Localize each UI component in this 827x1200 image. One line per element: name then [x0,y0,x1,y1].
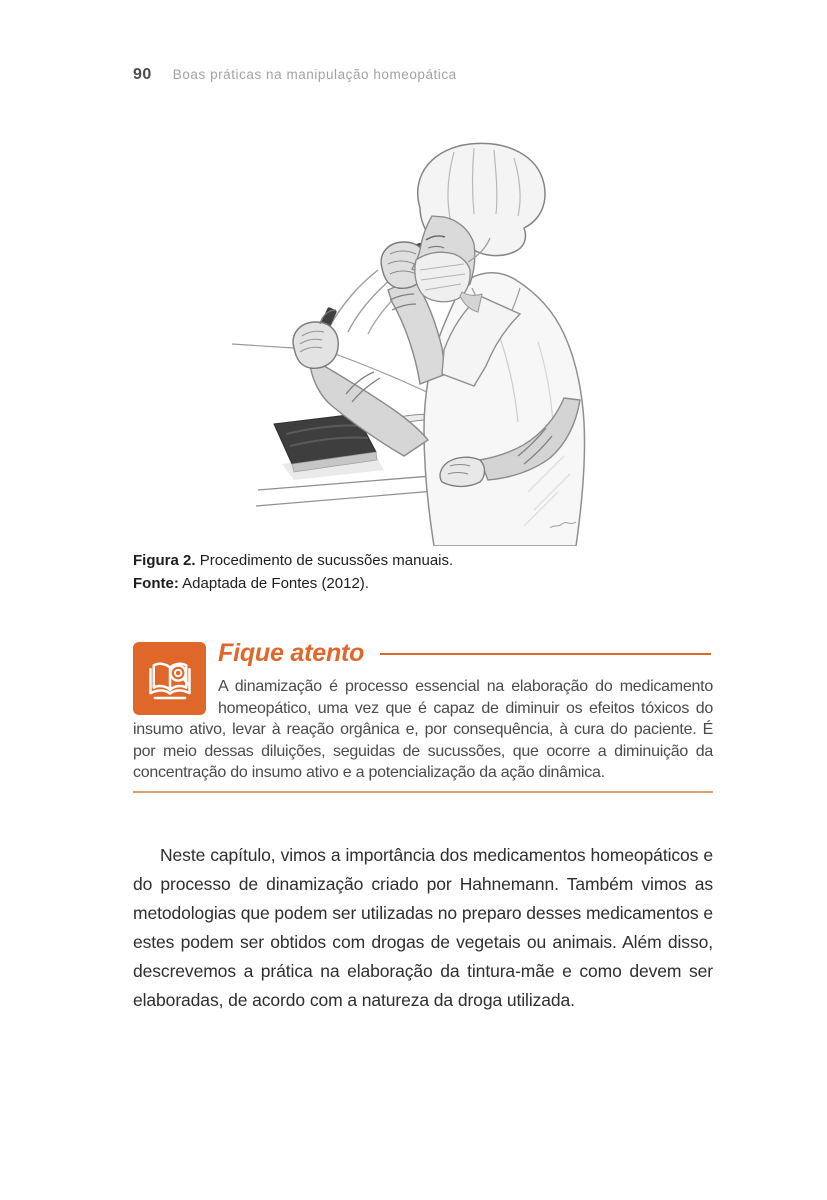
title-rule [380,653,711,655]
caption-line [133,549,713,572]
source-line [133,572,713,595]
source-label: Fonte: [133,575,179,592]
figure-caption [133,549,713,595]
callout-title: Fique atento [218,639,365,667]
callout-title-row [218,636,713,668]
figure-illustration [228,112,612,546]
page-number: 90 [133,66,152,83]
succussion-illustration-drawing [228,112,612,546]
running-title: Boas práticas na manipulação homeopática [172,67,457,82]
callout-body: A dinamização é processo essencial na elaboração do medicamento homeopático, uma vez que é capaz de diminuir os efeitos tóxicos do insumo ativo, levar à reação orgânica e, por consequência, à cura do paciente. É por meio dessas diluições, seguidas de sucussões, que ocorre a diminuição da concentração do insumo ativo e a potencialização da ação dinâmica. [133,678,713,782]
section-divider [133,791,713,793]
running-header [133,66,457,84]
source-text: Adaptada de Fontes (2012). [182,575,369,592]
book-magnifier-icon [133,642,206,715]
caption-label: Figura 2. [133,552,196,569]
caption-text: Procedimento de sucussões manuais. [199,552,454,569]
callout-fique-atento [133,636,713,784]
body-paragraph: Neste capítulo, vimos a importância dos medicamentos homeopáticos e do processo de dinamização criado por Hahnemann. Também vimos as metodologias que podem ser utilizadas no preparo desses medicamentos e estes podem ser obtidos com drogas de vegetais ou animais. Além disso, descrevemos a prática na elaboração da tintura-mãe e como devem ser elaboradas, de acordo com a natureza da droga utilizada. [133,845,713,1010]
